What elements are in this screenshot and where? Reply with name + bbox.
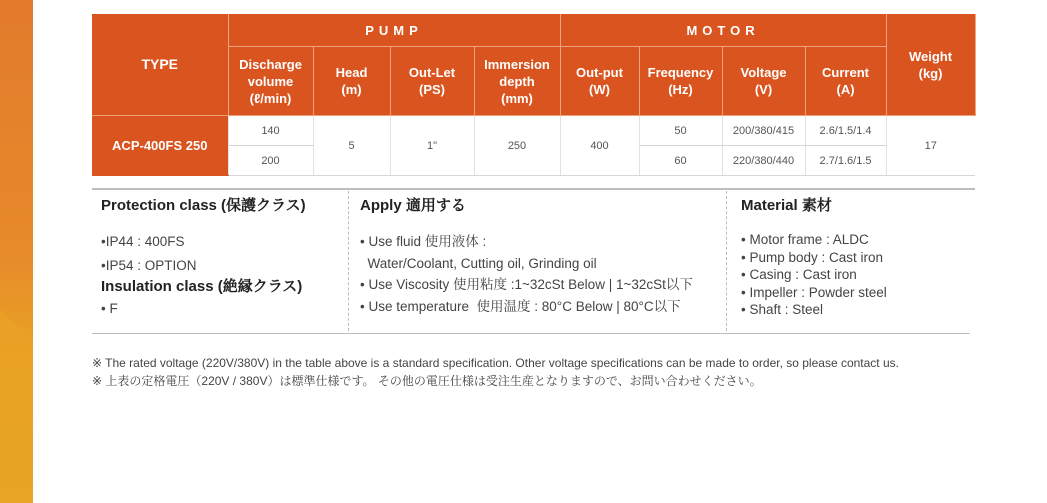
- type-header: TYPE: [92, 14, 228, 116]
- decorative-wedge: [0, 310, 33, 340]
- protection-title: Protection class (保護クラス): [101, 197, 306, 214]
- material-line: • Casing : Cast iron: [741, 267, 857, 282]
- voltage-header: Voltage (V): [722, 47, 805, 116]
- current-cell: 2.6/1.5/1.4: [805, 116, 886, 146]
- protection-panel: [101, 196, 306, 318]
- material-line: • Pump body : Cast iron: [741, 249, 884, 265]
- section-divider-top: [92, 188, 975, 190]
- outlet-header: Out-Let (PS): [390, 47, 474, 116]
- current-cell: 2.7/1.6/1.5: [805, 146, 886, 176]
- weight-header: Weight (kg): [886, 14, 975, 116]
- pump-group-header: PUMP: [228, 14, 560, 47]
- current-header: Current (A): [805, 47, 886, 116]
- apply-panel: [360, 196, 693, 315]
- discharge-header: Discharge volume (ℓ/min): [228, 47, 313, 116]
- section-divider-bottom: [92, 333, 970, 334]
- material-line: • Impeller : Powder steel: [741, 284, 887, 300]
- voltage-cell: 220/380/440: [722, 146, 805, 176]
- protection-item: •IP44 : 400FS: [101, 234, 185, 249]
- output-cell: 400: [560, 116, 639, 176]
- head-cell: 5: [313, 116, 390, 176]
- footnote-english: ※ The rated voltage (220V/380V) in the table above is a standard specification. Other voltage specifications can be made to order, so please contact us.: [92, 356, 899, 370]
- discharge-cell: 200: [228, 146, 313, 176]
- footnote-japanese: ※ 上表の定格電圧（220V / 380V）は標準仕様です。 その他の電圧仕様は受注生産となりますので、お問い合わせください。: [92, 374, 762, 388]
- immersion-header: Immersion depth (mm): [474, 47, 560, 116]
- discharge-cell: 140: [228, 116, 313, 146]
- spec-table: [92, 14, 976, 176]
- apply-line: • Use fluid 使用液体 :: [360, 234, 487, 249]
- outlet-cell: 1": [390, 116, 474, 176]
- apply-line: Water/Coolant, Cutting oil, Grinding oil: [360, 255, 597, 271]
- decorative-left-band: [0, 0, 33, 503]
- table-row: [92, 116, 975, 146]
- model-cell: ACP-400FS 250: [92, 116, 228, 176]
- footnotes: [92, 354, 899, 390]
- insulation-title: Insulation class (絶縁クラス): [101, 278, 303, 295]
- head-header: Head (m): [313, 47, 390, 116]
- apply-line: • Use temperature 使用温度 : 80°C Below | 80°C以下: [360, 298, 681, 314]
- protection-item: •IP54 : OPTION: [101, 257, 197, 273]
- motor-group-header: MOTOR: [560, 14, 886, 47]
- material-title: Material 素材: [741, 197, 832, 214]
- material-line: • Shaft : Steel: [741, 302, 824, 317]
- frequency-cell: 60: [639, 146, 722, 176]
- material-line: • Motor frame : ALDC: [741, 232, 869, 247]
- column-divider: [726, 191, 727, 331]
- apply-line: • Use Viscosity 使用粘度 :1~32cSt Below | 1~32cSt以下: [360, 277, 693, 292]
- apply-title: Apply 適用する: [360, 197, 466, 214]
- output-header: Out-put (W): [560, 47, 639, 116]
- column-divider: [348, 191, 349, 331]
- voltage-cell: 200/380/415: [722, 116, 805, 146]
- insulation-item: • F: [101, 301, 118, 316]
- frequency-cell: 50: [639, 116, 722, 146]
- material-panel: [741, 196, 887, 319]
- weight-cell: 17: [886, 116, 975, 176]
- immersion-cell: 250: [474, 116, 560, 176]
- frequency-header: Frequency (Hz): [639, 47, 722, 116]
